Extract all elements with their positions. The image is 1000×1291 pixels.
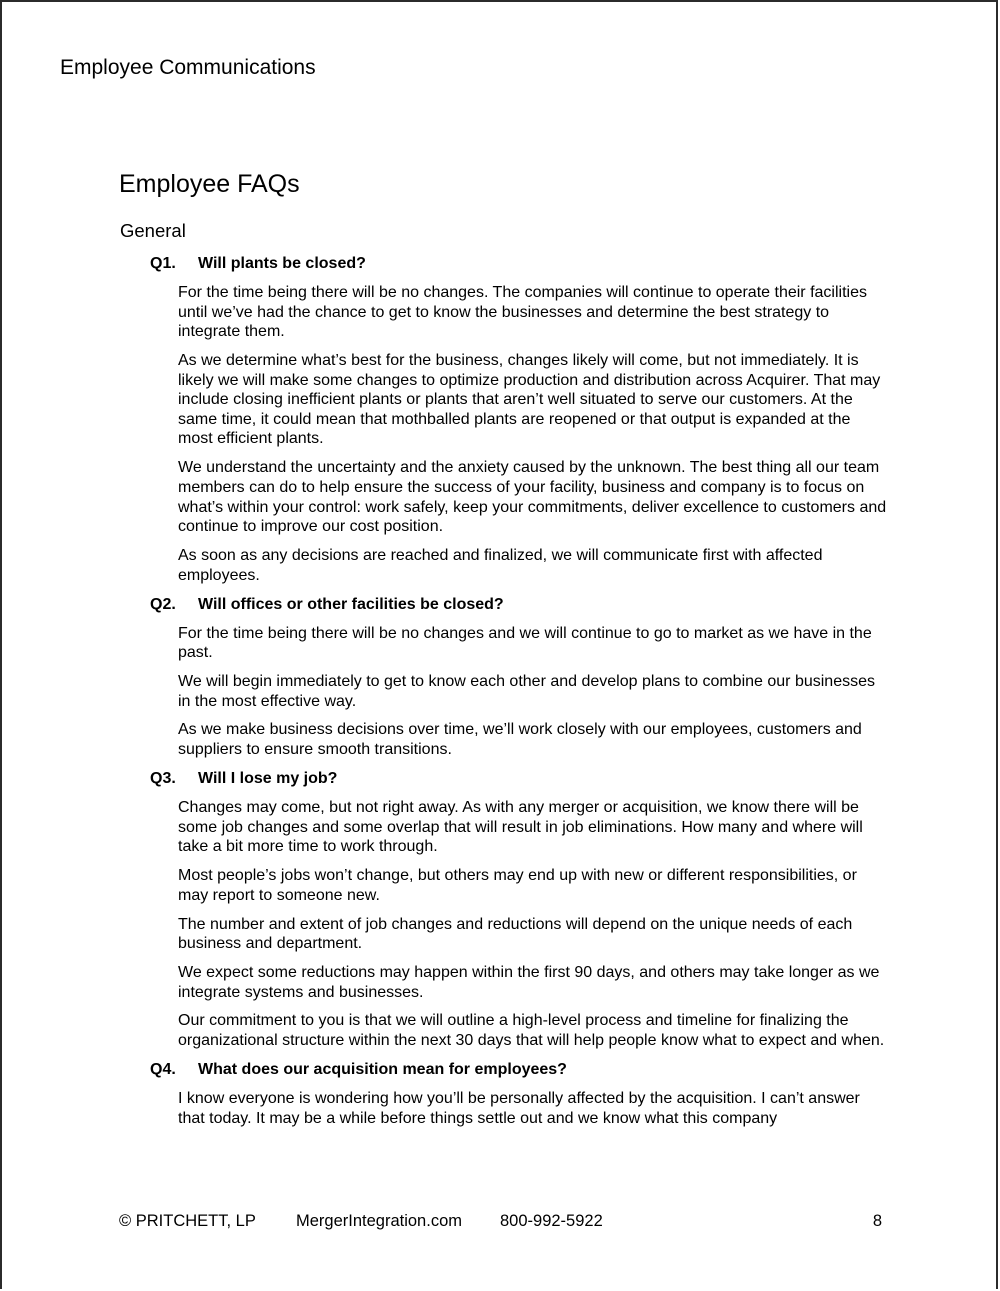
answer bbox=[178, 283, 888, 585]
answer bbox=[178, 624, 888, 760]
question bbox=[150, 1060, 890, 1080]
answer-paragraph: I know everyone is wondering how you’ll be personally affected by the acquisition. I can’t answer that today. It may be a while before things settle out and we know what this company bbox=[178, 1089, 860, 1127]
answer-paragraph: Our commitment to you is that we will outline a high-level process and timeline for finalizing the organizational structure within the next 30 days that will help people know what to expect and when. bbox=[178, 1012, 885, 1050]
answer-paragraph: As soon as any decisions are reached and finalized, we will communicate first with affected employees. bbox=[178, 547, 823, 584]
document-title: Employee FAQs bbox=[119, 170, 300, 198]
question-number: Q2. bbox=[150, 595, 176, 613]
footer-copyright: © PRITCHETT, LP bbox=[119, 1212, 256, 1230]
answer bbox=[178, 1089, 888, 1128]
answer-paragraph: Changes may come, but not right away. As with any merger or acquisition, we know there will be some job changes and some overlap that will result in job eliminations. How many and where will take a bit more time to work through. bbox=[178, 798, 863, 856]
answer bbox=[178, 798, 888, 1051]
answer-paragraph: For the time being there will be no changes. The companies will continue to operate their facilities until we’ve had the chance to get to know the businesses and determine the best strategy to integrate them. bbox=[178, 284, 867, 341]
answer-paragraph: We understand the uncertainty and the anxiety caused by the unknown. The best thing all our team members can do to help ensure the success of your facility, business and company is to focus on what’s within your control: work safely, keep your commitments, deliver excellence to customers and continue to improve our cost position. bbox=[178, 459, 887, 536]
running-header: Employee Communications bbox=[60, 56, 316, 79]
answer-paragraph: We will begin immediately to get to know each other and develop plans to combine our businesses in the most effective way. bbox=[178, 672, 875, 710]
question-text: Will offices or other facilities be closed? bbox=[198, 595, 504, 613]
footer-phone: 800-992-5922 bbox=[500, 1212, 603, 1230]
question bbox=[150, 595, 890, 615]
section-heading: General bbox=[120, 220, 186, 241]
answer-paragraph: As we determine what’s best for the business, changes likely will come, but not immediately. It is likely we will make some changes to optimize production and distribution across Acquirer. That may include closing inefficient plants or plants that aren’t well situated to serve our customers. At the same time, it could mean that mothballed plants are reopened or that output is expanded at the most efficient plants. bbox=[178, 352, 881, 448]
question-text: Will I lose my job? bbox=[198, 769, 338, 787]
answer-paragraph: Most people’s jobs won’t change, but others may end up with new or different responsibilities, or may report to someone new. bbox=[178, 867, 857, 904]
faq-item-q3 bbox=[150, 769, 890, 1051]
question-number: Q1. bbox=[150, 255, 176, 272]
faq-item-q4 bbox=[150, 1060, 890, 1128]
answer-paragraph: We expect some reductions may happen within the first 90 days, and others may take longer as we integrate systems and businesses. bbox=[178, 964, 880, 1001]
faq-list bbox=[150, 254, 890, 1137]
faq-item-q2 bbox=[150, 595, 890, 760]
question-number: Q4. bbox=[150, 1060, 176, 1078]
answer-paragraph: The number and extent of job changes and reductions will depend on the unique needs of each business and department. bbox=[178, 915, 853, 953]
question-number: Q3. bbox=[150, 769, 176, 787]
page-number: 8 bbox=[872, 1212, 882, 1230]
question bbox=[150, 254, 890, 274]
answer-paragraph: For the time being there will be no changes and we will continue to go to market as we have in the past. bbox=[178, 624, 872, 662]
question bbox=[150, 769, 890, 789]
question-text: Will plants be closed? bbox=[198, 255, 366, 272]
answer-paragraph: As we make business decisions over time, we’ll work closely with our employees, customers and suppliers to ensure smooth transitions. bbox=[178, 721, 862, 759]
question-text: What does our acquisition mean for employees? bbox=[198, 1060, 567, 1078]
faq-item-q1 bbox=[150, 254, 890, 585]
footer-website: MergerIntegration.com bbox=[296, 1212, 462, 1230]
